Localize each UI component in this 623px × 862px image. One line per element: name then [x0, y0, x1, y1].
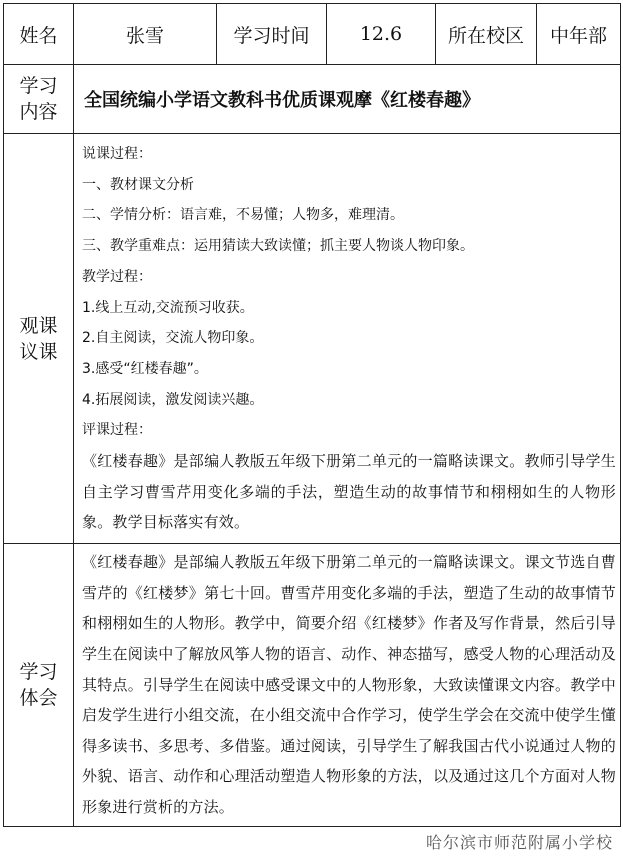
observation-line: 2.自主阅读，交流人物印象。 — [82, 330, 264, 347]
content-value: 全国统编小学语文教科书优质课观摩《红楼春趣》 — [74, 65, 621, 134]
campus-label: 所在校区 — [436, 4, 537, 65]
observation-line: 1.线上互动,交流预习收获。 — [82, 299, 254, 316]
content-label-line1: 学习 — [19, 75, 58, 97]
header-row — [4, 4, 621, 65]
observation-line: 一、教材课文分析 — [82, 176, 194, 193]
study-time-label: 学习时间 — [217, 4, 327, 65]
observation-line: 评课过程： — [82, 422, 152, 439]
observation-line: 二、学情分析：语言难，不易懂；人物多，难理清。 — [82, 207, 404, 224]
campus-value: 中年部 — [537, 4, 621, 65]
observation-label-line2: 议课 — [19, 340, 58, 363]
study-record-table — [3, 3, 621, 827]
observation-label-line1: 观课 — [19, 314, 58, 337]
experience-label-line2: 体会 — [19, 687, 58, 710]
content-label-line2: 内容 — [19, 101, 58, 123]
experience-row — [4, 544, 621, 827]
experience-content — [74, 544, 621, 827]
observation-line: 说课过程： — [82, 146, 152, 162]
content-row — [4, 65, 621, 134]
observation-content — [74, 134, 621, 544]
name-label: 姓名 — [4, 4, 74, 65]
name-value: 张雪 — [74, 4, 217, 65]
experience-label-line1: 学习 — [19, 661, 58, 684]
experience-paragraph: 《红楼春趣》是部编人教版五年级下册第二单元的一篇略读课文。课文节选自曹雪芹的《红楼梦》第七十回。曹雪芹用变化多端的手法，塑造了生动的故事情节和栩栩如生的人物形。教学中，简要介绍《红楼梦》作者及写作背景，然后引导学生在阅读中了解放风筝人物的语言、动作、神态描写，感受人物的心理活动及其特点。引导学生在阅读中感受课文中的人物形象，大致读懂课文内容。教学中启发学生进行小组交流，在小组交流中合作学习，使学生学会在交流中使学生懂得多读书、多思考、多借鉴。通过阅读，引导学生了解我国古代小说通过人物的外貌、语言、动作和心理活动塑造人物形象的方法，以及通过这几个方面对人物形象进行赏析的方法。 — [82, 553, 616, 816]
observation-row — [4, 134, 621, 544]
school-footer: 哈尔滨市师范附属小学校 — [425, 833, 613, 852]
observation-label — [4, 134, 74, 544]
observation-line: 3.感受“红楼春趣”。 — [82, 360, 208, 377]
observation-line: 4.拓展阅读，激发阅读兴趣。 — [82, 391, 264, 408]
observation-line: 三、教学重难点：运用猜读大致读懂；抓主要人物谈人物印象。 — [82, 238, 474, 255]
observation-line: 教学过程： — [82, 268, 152, 285]
review-paragraph: 《红楼春趣》是部编人教版五年级下册第二单元的一篇略读课文。教师引导学生自主学习曹雪芹用变化多端的手法，塑造生动的故事情节和栩栩如生的人物形象。教学目标落实有效。 — [82, 452, 616, 532]
study-time-value: 12.6 — [327, 4, 436, 65]
content-label — [4, 65, 74, 134]
experience-label — [4, 544, 74, 827]
